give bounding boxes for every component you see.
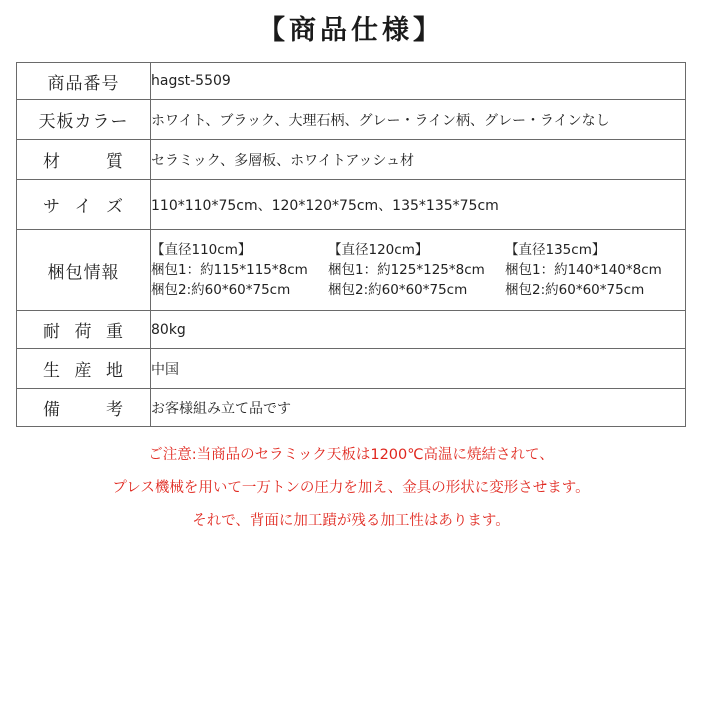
label-char: 荷 xyxy=(74,322,93,342)
table-row xyxy=(17,180,686,230)
package-line: 梱包1：約140*140*8cm xyxy=(505,262,662,278)
package-info xyxy=(151,230,686,311)
table-row xyxy=(17,140,686,180)
row-label xyxy=(17,180,151,230)
caution-line: ご注意:当商品のセラミック天板は1200℃高温に焼結されて、 xyxy=(148,447,554,463)
package-column xyxy=(505,240,682,300)
table-row xyxy=(17,389,686,427)
row-value: セラミック、多層板、ホワイトアッシュ材 xyxy=(151,140,686,180)
label-char: 耐 xyxy=(43,322,61,342)
caution-notes xyxy=(0,444,702,543)
package-line: 梱包2:約60*60*75cm xyxy=(328,282,468,298)
package-line: 梱包2:約60*60*75cm xyxy=(151,282,291,298)
table-row xyxy=(17,311,686,349)
label-char: 質 xyxy=(106,152,124,172)
package-line: 梱包1：約115*115*8cm xyxy=(151,262,308,278)
label-spread xyxy=(17,395,150,420)
package-column xyxy=(328,240,505,300)
package-heading: 【直径110cm】 xyxy=(151,242,252,258)
row-value: 80kg xyxy=(151,311,686,349)
label-char: ズ xyxy=(106,197,124,217)
label-char: イ xyxy=(74,197,93,217)
row-label xyxy=(17,389,151,427)
package-line: 梱包1：約125*125*8cm xyxy=(328,262,485,278)
table-row xyxy=(17,349,686,389)
row-label xyxy=(17,349,151,389)
row-value: ホワイト、ブラック、大理石柄、グレー・ライン柄、グレー・ラインなし xyxy=(151,100,686,140)
row-label xyxy=(17,311,151,349)
page-title: 【商品仕様】 xyxy=(258,15,444,46)
caution-line: それで、背面に加工蹟が残る加工性はあります。 xyxy=(192,513,510,529)
label-spread xyxy=(17,147,150,172)
label-spread xyxy=(17,317,150,342)
row-label xyxy=(17,140,151,180)
label-char: 材 xyxy=(43,152,61,172)
label-spread xyxy=(17,356,150,381)
spec-table xyxy=(16,62,686,427)
label-char: 地 xyxy=(106,361,124,381)
row-value: お客様組み立て品です xyxy=(151,389,686,427)
label-spread xyxy=(17,192,150,217)
row-value: 110*110*75cm、120*120*75cm、135*135*75cm xyxy=(151,180,686,230)
label-char: 考 xyxy=(106,400,124,420)
caution-line: プレス機械を用いて一万トンの圧力を加え、金具の形状に変形させます。 xyxy=(112,480,590,496)
label-char: 産 xyxy=(74,361,93,381)
package-heading: 【直径120cm】 xyxy=(328,242,429,258)
label-char: 備 xyxy=(43,400,61,420)
package-line: 梱包2:約60*60*75cm xyxy=(505,282,645,298)
row-label: 天板カラー xyxy=(17,100,151,140)
label-char: サ xyxy=(43,197,61,217)
row-label: 商品番号 xyxy=(17,63,151,100)
package-column xyxy=(151,240,328,300)
package-columns xyxy=(151,240,685,300)
table-row xyxy=(17,63,686,100)
table-row xyxy=(17,230,686,311)
label-char: 生 xyxy=(43,361,61,381)
label-char: 重 xyxy=(106,322,124,342)
table-row xyxy=(17,100,686,140)
row-value: hagst-5509 xyxy=(151,63,686,100)
package-heading: 【直径135cm】 xyxy=(505,242,606,258)
row-value: 中国 xyxy=(151,349,686,389)
row-label: 梱包情報 xyxy=(17,230,151,311)
